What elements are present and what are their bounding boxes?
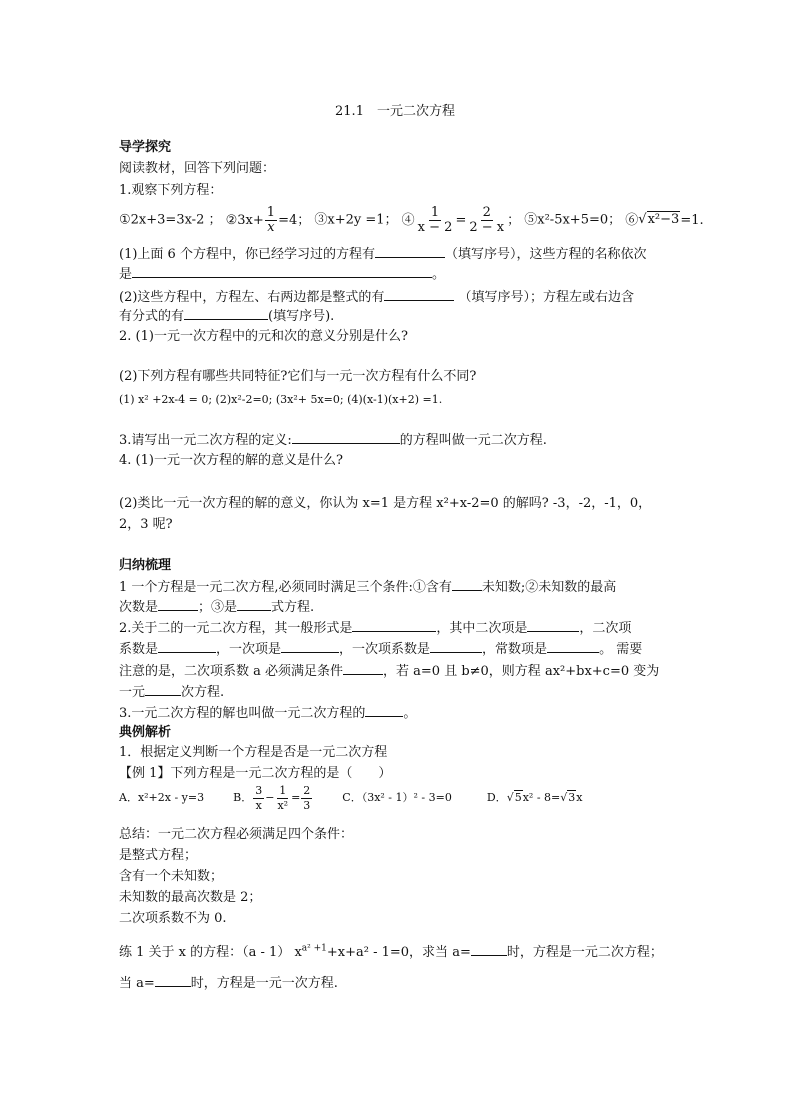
blank bbox=[281, 640, 339, 653]
condition-3: 未知数的最高次数是 2； bbox=[119, 890, 262, 905]
blank bbox=[158, 640, 216, 653]
blank bbox=[132, 265, 432, 278]
blank bbox=[365, 704, 403, 717]
summary-1-cont: 次数是 ；③是 式方程. bbox=[119, 600, 315, 615]
blank bbox=[452, 578, 482, 591]
blank bbox=[158, 598, 198, 611]
question-1-part-2: (2)这些方程中，方程左、右两边都是整式的有 （填写序号）；方程左或右边含 bbox=[119, 290, 635, 305]
blank bbox=[155, 974, 191, 987]
blank bbox=[430, 640, 482, 653]
question-4: 4. (1)一元一次方程的解的意义是什么? bbox=[119, 453, 343, 468]
guide-intro: 阅读教材，回答下列问题： bbox=[119, 161, 276, 176]
equation-5: ⑤x²-5x+5=0； bbox=[524, 212, 622, 228]
blank bbox=[384, 288, 454, 301]
summary-2-cont: 系数是 ，一次项是 ，一次项系数是 ，常数项是 。 需要 bbox=[119, 642, 643, 657]
summary-2-note-cont: 一元 次方程. bbox=[119, 685, 225, 700]
equation-2: ②3x+ $\frac{1}{x}$ =4； bbox=[225, 204, 311, 235]
question-1-part-2-cont: 有分式的有 (填写序号). bbox=[119, 309, 335, 324]
blank bbox=[547, 640, 599, 653]
summary-conditions: 总结：一元二次方程必须满足四个条件： bbox=[119, 827, 354, 842]
blank bbox=[292, 431, 400, 444]
example-1-options bbox=[119, 783, 582, 813]
question-4-part-2: (2)类比一元一次方程的解的意义，你认为 x=1 是方程 x²+x-2=0 的解吗? -3，-2，-1，0， bbox=[119, 496, 652, 511]
example-1: 【例 1】下列方程是一元二次方程的是（ ） bbox=[119, 766, 392, 781]
question-4-part-2-cont: 2，3 呢? bbox=[119, 517, 173, 532]
question-2: 2. (1)一元一次方程中的元和次的意义分别是什么? bbox=[119, 329, 408, 344]
question-1-part-1: (1)上面 6 个方程中，你已经学习过的方程有 （填写序号），这些方程的名称依次 bbox=[119, 247, 647, 262]
option-a: A．x²+2x - y=3 bbox=[119, 791, 205, 804]
equation-4: ④ $\frac{1}{x - 2}$ = $\frac{2}{2 - x}$ ； bbox=[401, 204, 521, 235]
summary-3: 3.一元二次方程的解也叫做一元二次方程的 。 bbox=[119, 706, 417, 721]
option-c: C．（3x² - 1）² - 3=0 bbox=[342, 791, 452, 804]
summary-2-note: 注意的是，二次项系数 a 必须满足条件 ，若 a=0 且 b≠0，则方程 ax²+bx+c=0 变为 bbox=[119, 664, 660, 679]
question-1-part-1-cont: 是 。 bbox=[119, 267, 446, 282]
blank bbox=[184, 307, 268, 320]
page-title: 21.1 一元二次方程 bbox=[335, 104, 455, 119]
blank bbox=[343, 662, 383, 675]
question-3: 3.请写出一元二次方程的定义: 的方程叫做一元二次方程. bbox=[119, 433, 547, 448]
section-heading-guide: 导学探究 bbox=[119, 140, 172, 155]
section-heading-summary: 归纳梳理 bbox=[119, 558, 172, 573]
option-d: D．√5x² - 8=√3x bbox=[486, 791, 583, 804]
condition-1: 是整式方程； bbox=[119, 848, 198, 863]
blank bbox=[471, 943, 507, 956]
equation-3: ③x+2y =1； bbox=[314, 212, 398, 228]
blank bbox=[527, 619, 579, 632]
section-heading-examples: 典例解析 bbox=[119, 725, 172, 740]
practice-1: 练 1 关于 x 的方程：（a - 1） $x^{a^2 +1}+x+a^2 - 1=0$，求当 a= 时，方程是一元二次方程； bbox=[119, 943, 663, 960]
blank bbox=[145, 683, 181, 696]
summary-1: 1 一个方程是一元二次方程,必须同时满足三个条件:①含有 未知数;②未知数的最高 bbox=[119, 580, 617, 595]
practice-1-cont: 当 a= 时，方程是一元一次方程. bbox=[119, 976, 338, 991]
equation-6: ⑥√x²−3=1. bbox=[625, 212, 704, 228]
blank bbox=[237, 598, 271, 611]
blank bbox=[352, 619, 436, 632]
option-b: B． $\frac{3}{x}$ − $\frac{1}{\text{x²}}$ = $\frac{2}{3}$ bbox=[233, 783, 311, 812]
condition-2: 含有一个未知数； bbox=[119, 869, 224, 884]
equation-list bbox=[119, 205, 704, 236]
question-1: 1.观察下列方程： bbox=[119, 183, 223, 198]
question-2-part-2: (2)下列方程有哪些共同特征?它们与一元一次方程有什么不同? bbox=[119, 369, 477, 384]
question-2-equations: (1) x² +2x-4 = 0; (2)x²-2=0; (3x²+ 5x=0; (4)(x-1)(x+2) =1. bbox=[119, 393, 443, 406]
equation-1: ①2x+3=3x-2 ； bbox=[119, 212, 222, 228]
summary-2: 2.关于二的一元二次方程，其一般形式是 ，其中二次项是 ，二次项 bbox=[119, 621, 632, 636]
blank bbox=[375, 245, 445, 258]
example-topic-1: 1．根据定义判断一个方程是否是一元二次方程 bbox=[119, 745, 388, 760]
condition-4: 二次项系数不为 0. bbox=[119, 911, 227, 926]
